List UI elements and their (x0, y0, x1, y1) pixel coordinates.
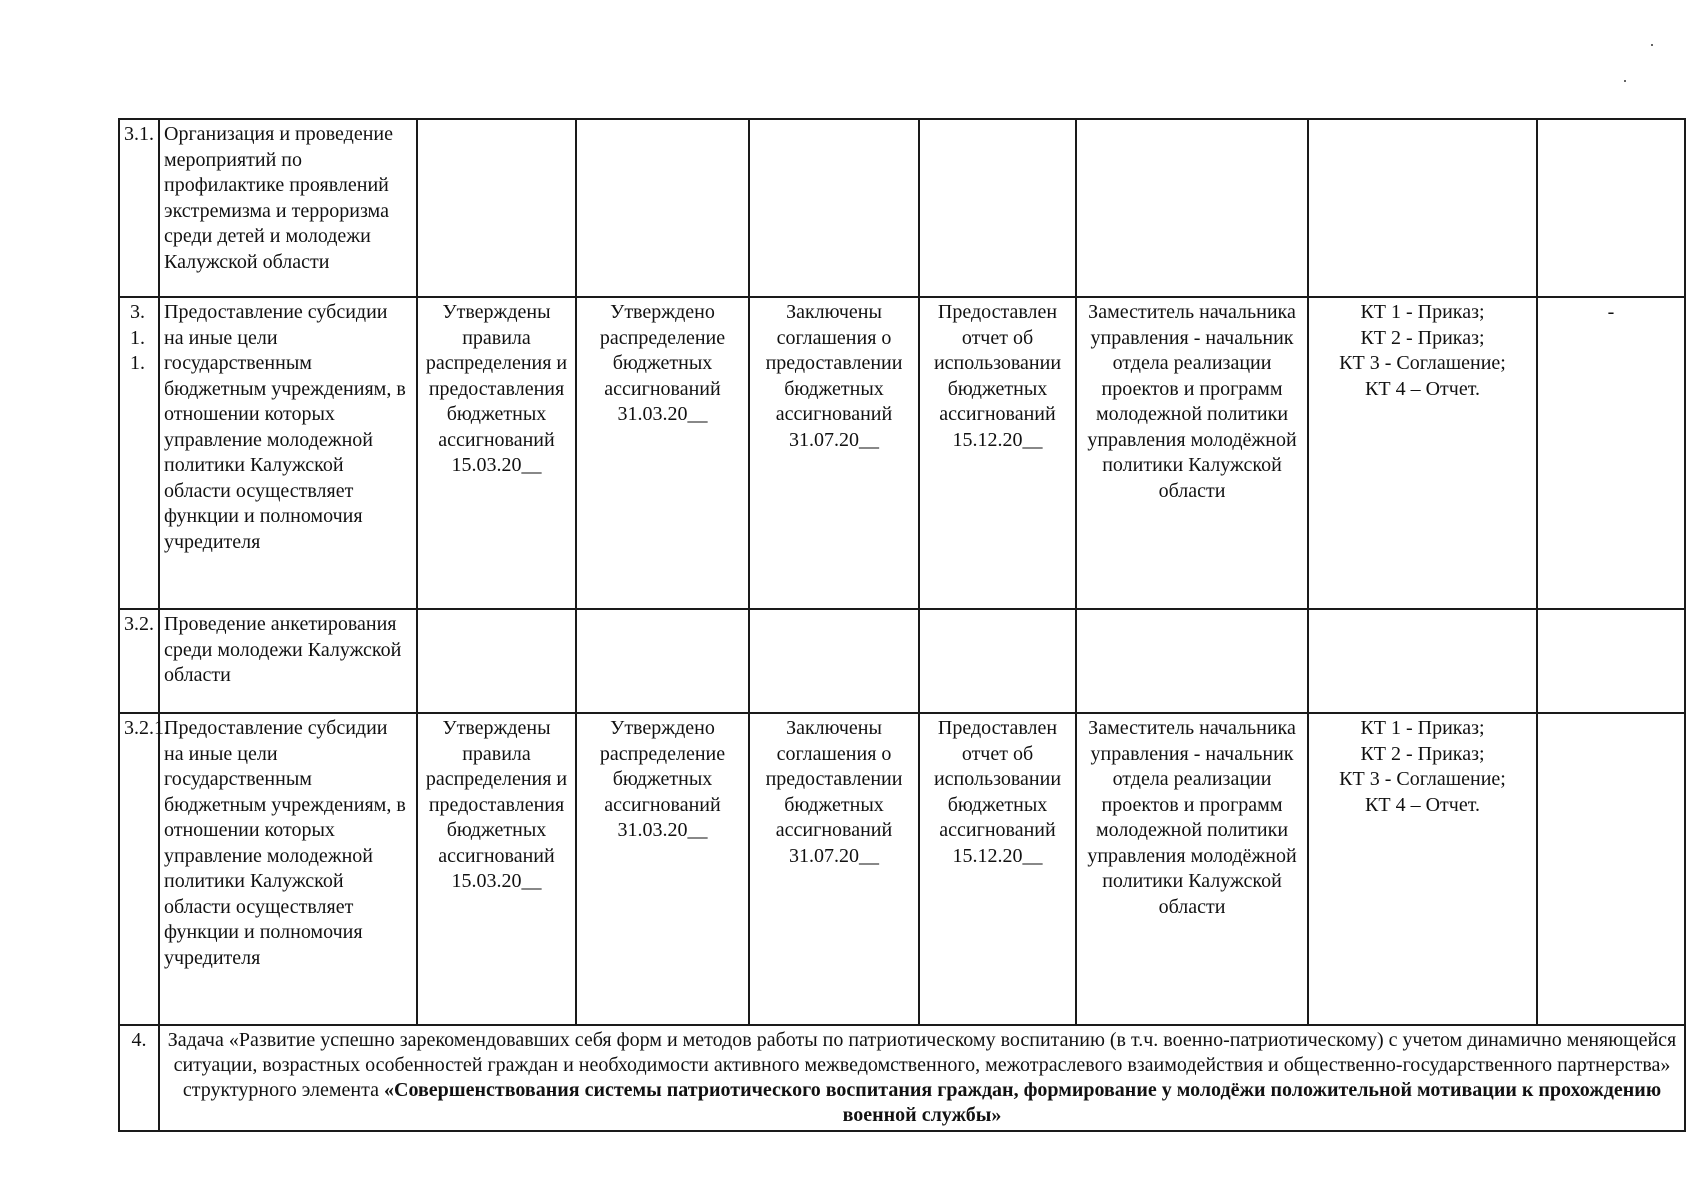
event-name: Организация и проведение мероприятий по профилактике проявлений экстремизма и терроризма среди детей и молодежи Калужской области (159, 119, 417, 297)
scan-speck (1624, 80, 1626, 82)
task-description (159, 1025, 1685, 1131)
document-item: КТ 2 - Приказ; (1360, 742, 1485, 765)
control-points-table (118, 118, 1686, 1132)
document-item: КТ 3 - Соглашение; (1339, 768, 1506, 790)
row-number: 3.1.1. (119, 297, 159, 609)
responsible-person: Заместитель начальника управления - начальник отдела реализации проектов и программ молодежной политики управления молодёжной политики Калужской области (1076, 297, 1308, 609)
control-point-2: Утверждено распределение бюджетных ассигнований 31.03.20__ (576, 297, 749, 609)
control-point-3: Заключены соглашения о предоставлении бюджетных ассигнований 31.07.20__ (749, 297, 919, 609)
document-item: КТ 4 – Отчет. (1365, 377, 1480, 400)
last-column-value (1537, 713, 1685, 1025)
table-row-task-4 (119, 1025, 1685, 1131)
empty-cell (919, 119, 1076, 297)
row-number: 4. (119, 1025, 159, 1131)
empty-cell (417, 119, 576, 297)
document-item: КТ 1 - Приказ; (1360, 301, 1485, 323)
empty-cell (1076, 119, 1308, 297)
control-point-4: Предоставлен отчет об использовании бюджетных ассигнований 15.12.20__ (919, 713, 1076, 1025)
control-point-2: Утверждено распределение бюджетных ассигнований 31.03.20__ (576, 713, 749, 1025)
empty-cell (1076, 609, 1308, 713)
document-item: КТ 2 - Приказ; (1360, 326, 1485, 349)
empty-cell (576, 609, 749, 713)
empty-cell (1537, 119, 1685, 297)
empty-cell (749, 119, 919, 297)
empty-cell (749, 609, 919, 713)
table-row-3-2-1 (119, 713, 1685, 1025)
row-number: 3.1. (119, 119, 159, 297)
documents-list (1308, 713, 1537, 1025)
row-number: 3.2. (119, 609, 159, 713)
control-point-3: Заключены соглашения о предоставлении бюджетных ассигнований 31.07.20__ (749, 713, 919, 1025)
empty-cell (1537, 609, 1685, 713)
table-row-3-2 (119, 609, 1685, 713)
responsible-person: Заместитель начальника управления - начальник отдела реализации проектов и программ молодежной политики управления молодёжной политики Калужской области (1076, 713, 1308, 1025)
document-item: КТ 4 – Отчет. (1365, 793, 1480, 816)
empty-cell (919, 609, 1076, 713)
documents-list (1308, 297, 1537, 609)
event-name: Предоставление субсидии на иные цели государственным бюджетным учреждениям, в отношении которых управление молодежной политики Калужской области осуществляет функции и полномочия учредителя (159, 713, 417, 1025)
empty-cell (417, 609, 576, 713)
event-name: Проведение анкетирования среди молодежи Калужской области (159, 609, 417, 713)
task-structural-element: «Совершенствования системы патриотического воспитания граждан, формирование у молодёжи положительной мотивации к прохождению военной службы» (384, 1079, 1662, 1126)
empty-cell (1308, 609, 1537, 713)
empty-cell (576, 119, 749, 297)
table-row-3-1 (119, 119, 1685, 297)
control-point-4: Предоставлен отчет об использовании бюджетных ассигнований 15.12.20__ (919, 297, 1076, 609)
last-column-value: - (1537, 297, 1685, 609)
event-name: Предоставление субсидии на иные цели государственным бюджетным учреждениям, в отношении которых управление молодежной политики Калужской области осуществляет функции и полномочия учредителя (159, 297, 417, 609)
document-item: КТ 3 - Соглашение; (1339, 352, 1506, 374)
task-text: Задача «Развитие успешно зарекомендовавших себя форм и методов работы по патриотическому воспитанию (в т.ч. военно-патриотическому) с учетом динамично меняющейся ситуации, возрастных особенностей граждан и необходимости активного межведомственного, межотраслевого взаимодействия и общественно-государственного партнерства» структурного элемента (167, 1029, 1677, 1101)
document-item: КТ 1 - Приказ; (1360, 717, 1485, 739)
row-number: 3.2.1. (119, 713, 159, 1025)
control-point-1: Утверждены правила распределения и предоставления бюджетных ассигнований 15.03.20__ (417, 713, 576, 1025)
empty-cell (1308, 119, 1537, 297)
table-row-3-1-1 (119, 297, 1685, 609)
scan-speck (1651, 44, 1653, 46)
control-point-1: Утверждены правила распределения и предоставления бюджетных ассигнований 15.03.20__ (417, 297, 576, 609)
